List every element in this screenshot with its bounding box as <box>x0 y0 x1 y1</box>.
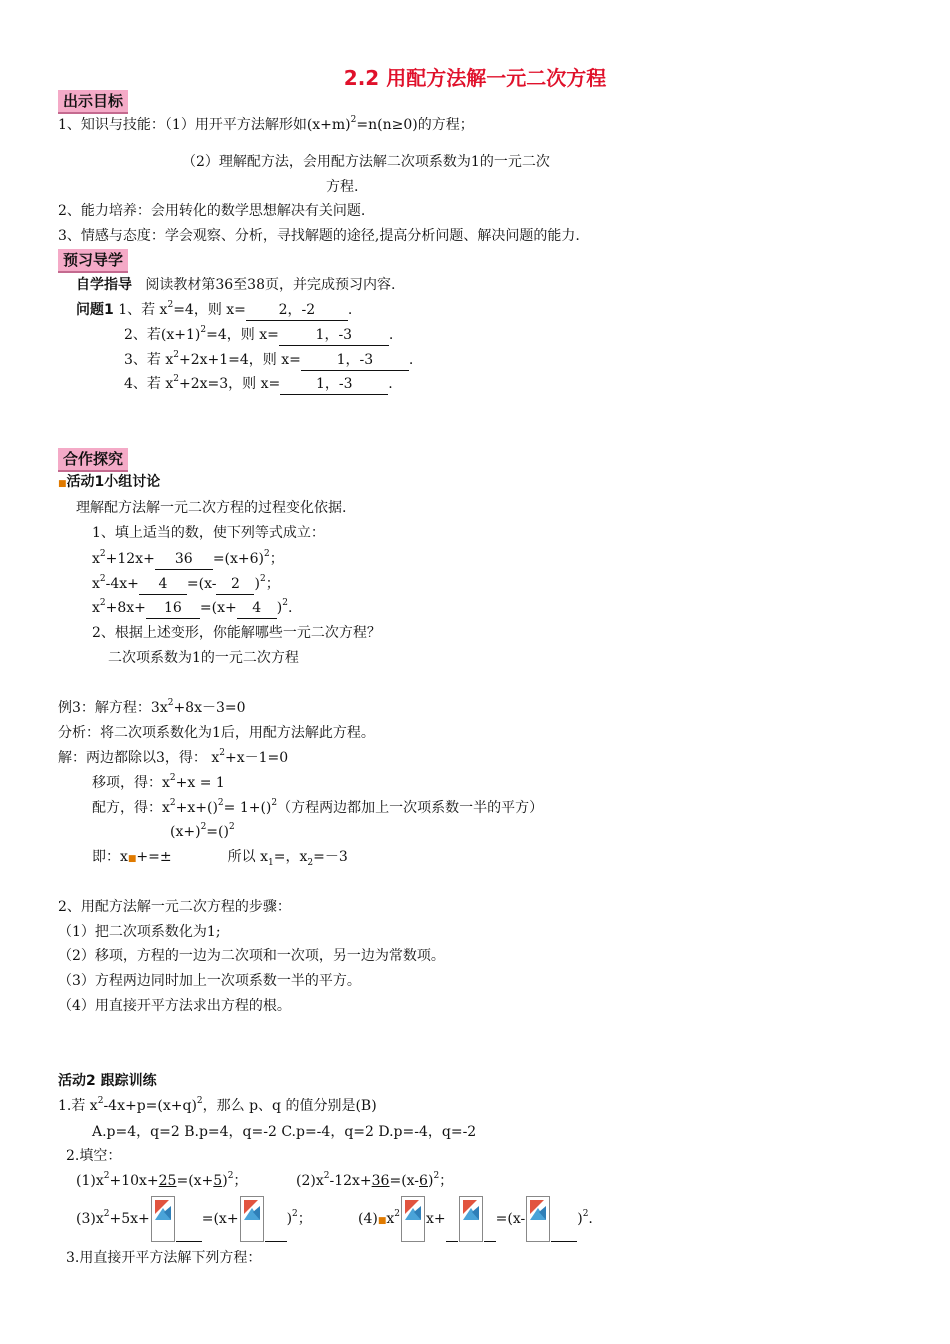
goal-2: 2、能力培养：会用转化的数学思想解决有关问题. <box>58 203 366 219</box>
broken-image-icon <box>401 1196 425 1242</box>
answer-blank: 1，-3 <box>279 325 389 346</box>
step-1: （1）把二次项系数化为1; <box>58 924 221 940</box>
step-4: （4）用直接开平方法求出方程的根。 <box>58 998 291 1014</box>
fill-eq-2: $x^2-4x+ 4 =(x-$ 2 )$^2$； <box>92 574 280 595</box>
preview-q3: 3、若 $x^2+2x+1=4$，则 x= 1，-3 . <box>124 350 413 371</box>
answer-blank: 2，-2 <box>246 300 348 321</box>
fill-eq-1: $x^2+12x+ 36 =(x+6)^2$； <box>92 549 284 570</box>
section-tag-preview: 预习导学 <box>58 249 128 273</box>
answer-blank: 1，-3 <box>301 350 409 371</box>
practice-2-fill-4: $(4)■x^2$ x+ =(x- )$^2$. <box>358 1196 593 1246</box>
practice-1-options: A.p=4，q=2 B.p=4，q=-2 C.p=-4，q=2 D.p=-4，q=-2 <box>92 1124 477 1140</box>
answer-blank: 1，-3 <box>280 374 388 395</box>
solution-step-3: 配方，得：$x^2+x+()^2= 1+()^2$（方程两边都加上一次项系数一半的平方） <box>92 798 544 816</box>
step-3: （3）方程两边同时加上一次项系数一半的平方。 <box>58 973 361 989</box>
explore-q2-answer: 二次项系数为1的一元二次方程 <box>108 650 299 666</box>
self-study-guide: 自学指导 阅读教材第36至38页，并完成预习内容. <box>76 277 396 293</box>
broken-image-icon <box>151 1196 175 1242</box>
example-analysis: 分析：将二次项系数化为1后，用配方法解此方程。 <box>58 725 375 741</box>
solution-step-5: 即：x■+=± 所以 $x_1=$，$x_2=-3$ <box>92 849 348 868</box>
practice-1: 1.若 $x^2-4x+p=(x+q)^2$，那么 p、q 的值分别是(B) <box>58 1096 377 1114</box>
broken-image-icon <box>459 1196 483 1242</box>
activity-1-intro: 理解配方法解一元二次方程的过程变化依据. <box>76 500 347 516</box>
practice-2-fill-1: $(1)x^2+10x+25=(x+5)^2$； <box>76 1171 248 1189</box>
practice-2: 2.填空： <box>66 1148 122 1164</box>
goal-3: 3、情感与态度：学会观察、分析，寻找解题的途径,提高分析问题、解决问题的能力. <box>58 228 580 244</box>
solution-step-4: $(x+)^2=()^2$ <box>170 822 235 840</box>
section-tag-explore: 合作探究 <box>58 448 128 472</box>
activity-2-title: 活动2 跟踪训练 <box>58 1073 157 1089</box>
explore-q2: 2、根据上述变形，你能解哪些一元二次方程？ <box>92 625 381 641</box>
activity-1-title: ■活动1小组讨论 <box>58 474 161 490</box>
practice-2-fill-2: $(2)x^2-12x+36=(x-6)^2$； <box>296 1171 454 1189</box>
preview-q4: 4、若 $x^2+2x=3$，则 x= 1，-3 . <box>124 374 393 395</box>
fill-eq-3: $x^2+8x+ 16 =(x+ 4$ )$^2$. <box>92 598 292 619</box>
broken-image-icon <box>526 1196 550 1242</box>
broken-image-icon <box>240 1196 264 1242</box>
goal-1: 1、知识与技能：（1）用开平方法解形如$(x+m)^2=n(n\ge 0)$的方程； <box>58 115 474 133</box>
practice-3: 3.用直接开平方法解下列方程： <box>66 1250 262 1266</box>
step-2: （2）移项，方程的一边为二次项和一次项，另一边为常数项。 <box>58 948 445 964</box>
fill-title: 1、填上适当的数，使下列等式成立： <box>92 525 325 541</box>
preview-q2: 2、若$(x+1)^2=4$，则 x= 1，-3 . <box>124 325 393 346</box>
solution-step-2: 移项，得：$x^2+x = 1$ <box>92 773 225 791</box>
practice-2-fill-3: $(3)x^2+5x+$ =(x+ )$^2$； <box>76 1196 312 1246</box>
page-title: 2.2 用配方法解一元二次方程 <box>343 66 607 90</box>
goal-1-b: （2）理解配方法，会用配方法解二次项系数为1的一元二次 <box>182 154 550 170</box>
section-tag-goals: 出示目标 <box>58 90 128 114</box>
steps-title: 2、用配方法解一元二次方程的步骤： <box>58 899 291 915</box>
preview-q1: 问题1 1、若 $x^2=4$，则 x= 2，-2 . <box>76 300 352 321</box>
solution-step-1: 解：两边都除以3，得： $x^2+x-1=0$ <box>58 748 289 766</box>
goal-1-c: 方程. <box>326 179 359 195</box>
example-3: 例3：解方程：$3x^2+8x-3=0$ <box>58 698 246 716</box>
